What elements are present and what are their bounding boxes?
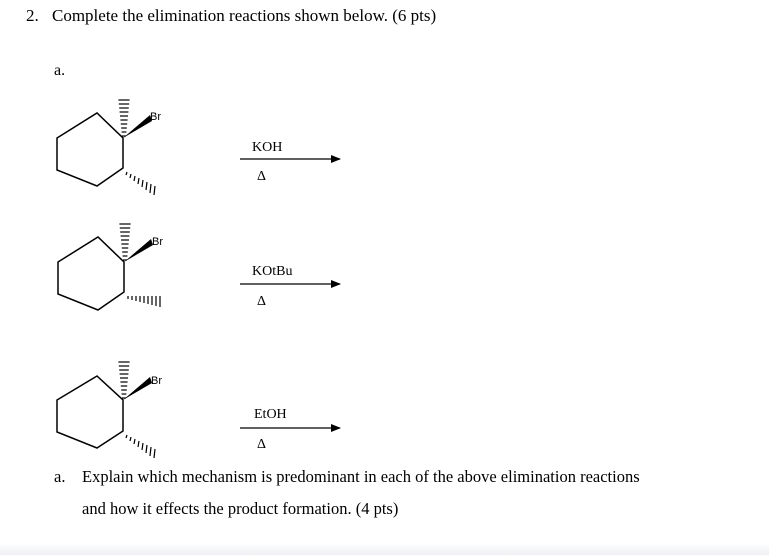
hashed-methyl-bond-top-2 bbox=[119, 224, 130, 260]
reaction-3 bbox=[57, 362, 340, 458]
subquestion-text-1: Explain which mechanism is predominant in each of the above elimination reactions bbox=[82, 467, 640, 486]
substituent-br-2: Br bbox=[152, 236, 163, 248]
subquestion-letter: a. bbox=[54, 467, 66, 486]
subquestion-line-1 bbox=[54, 467, 640, 487]
substituent-br-3: Br bbox=[151, 375, 162, 387]
reaction-1 bbox=[57, 100, 340, 195]
reaction-2 bbox=[58, 224, 340, 310]
question-text: Complete the elimination reactions shown below. (6 pts) bbox=[52, 6, 437, 25]
wedge-bond-br-3 bbox=[123, 377, 152, 400]
subquestion-line-2: and how it effects the product formation. (4 pts) bbox=[82, 499, 399, 518]
bottom-edge-shade bbox=[0, 543, 769, 555]
wedge-bond-br-1 bbox=[123, 115, 152, 138]
reagent-1: KOH bbox=[252, 140, 283, 155]
reagent-3: EtOH bbox=[254, 407, 287, 422]
cyclohexane-ring-2 bbox=[58, 237, 124, 310]
hashed-methyl-bond-top-3 bbox=[118, 362, 129, 398]
cyclohexane-ring-1 bbox=[57, 113, 123, 186]
heat-symbol-1: Δ bbox=[257, 169, 267, 184]
wedge-bond-br-2 bbox=[124, 239, 153, 262]
hashed-methyl-bond-bottom-1 bbox=[126, 172, 155, 195]
cyclohexane-ring-3 bbox=[57, 376, 123, 448]
substituent-br-1: Br bbox=[150, 111, 161, 123]
heat-symbol-3: Δ bbox=[257, 437, 267, 452]
reagent-2: KOtBu bbox=[252, 264, 293, 279]
heat-symbol-2: Δ bbox=[257, 294, 267, 309]
part-a-label: a. bbox=[54, 62, 66, 79]
question-number: 2. bbox=[26, 6, 39, 25]
hashed-methyl-bond-bottom-2 bbox=[128, 296, 160, 307]
hashed-methyl-bond-top-1 bbox=[118, 100, 129, 136]
hashed-methyl-bond-bottom-3 bbox=[126, 435, 155, 458]
